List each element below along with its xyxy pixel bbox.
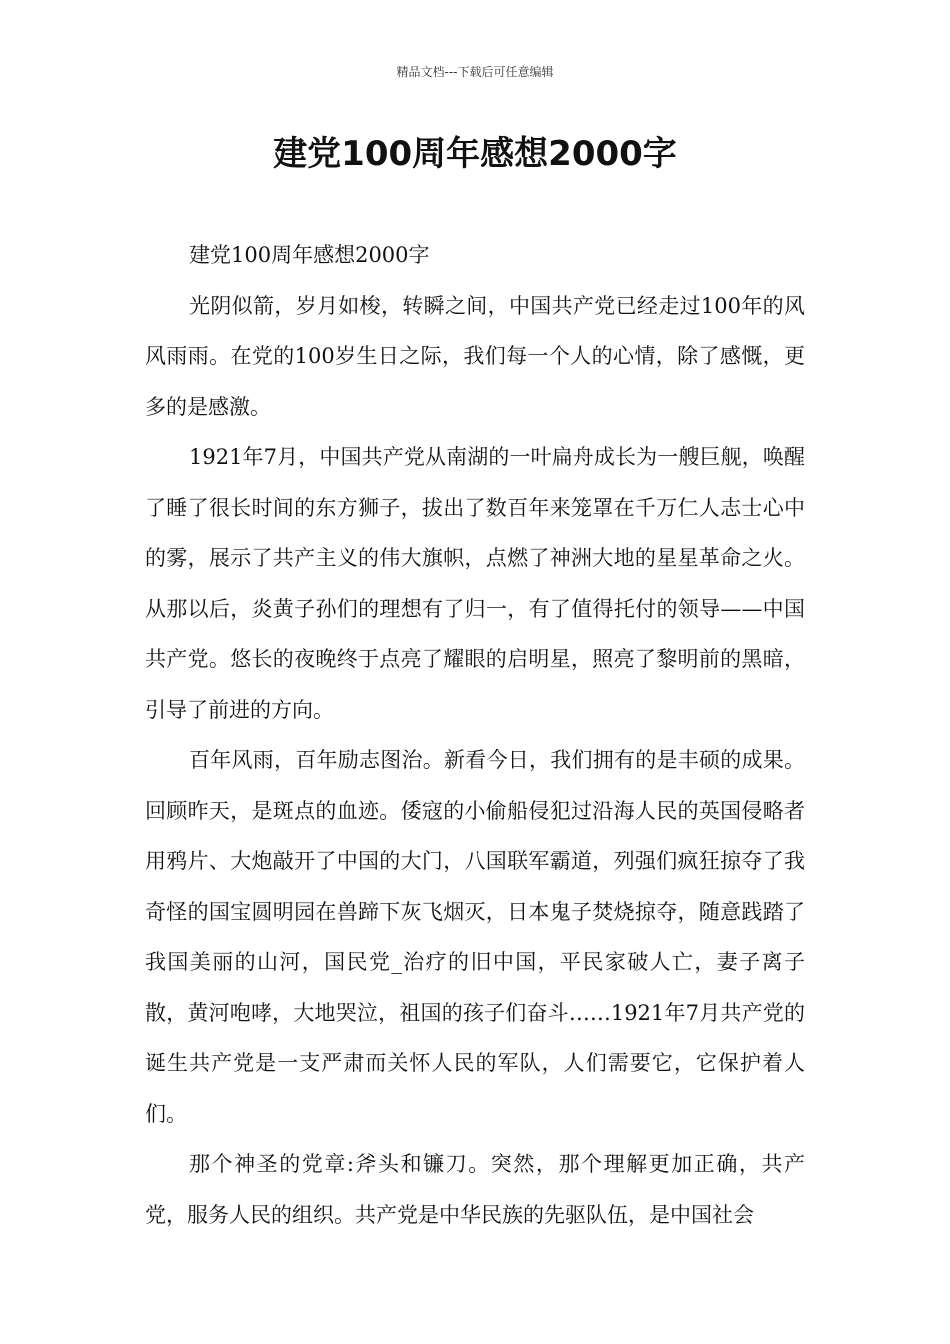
paragraph-2: 1921年7月，中国共产党从南湖的一叶扁舟成长为一艘巨舰，唤醒了睡了很长时间的东方狮子，拔出了数百年来笼罩在千万仁人志士心中的雾，展示了共产主义的伟大旗帜，点燃了神洲大地的星星革命之火。从那以后，炎黄子孙们的理想有了归一，有了值得托付的领导——中国共产党。悠长的夜晚终于点亮了耀眼的启明星，照亮了黎明前的黑暗，引导了前进的方向。	[145, 445, 805, 722]
paragraph-subtitle: 建党100周年感想2000字	[189, 243, 430, 267]
paragraph-1: 光阴似箭，岁月如梭，转瞬之间，中国共产党已经走过100年的风风雨雨。在党的100岁生日之际，我们每一个人的心情，除了感慨，更多的是感激。	[145, 293, 805, 419]
document-body	[145, 230, 805, 1240]
paragraph-3: 百年风雨，百年励志图治。新看今日，我们拥有的是丰硕的成果。回顾昨天，是斑点的血迹。倭寇的小偷船侵犯过沿海人民的英国侵略者用鸦片、大炮敲开了中国的大门，八国联军霸道，列强们疯狂掠夺了我奇怪的国宝圆明园在兽蹄下灰飞烟灭，日本鬼子焚烧掠夺，随意践踏了我国美丽的山河，国民党_治疗的旧中国，平民家破人亡，妻子离子散，黄河咆哮，大地哭泣，祖国的孩子们奋斗……1921年7月共产党的诞生共产党是一支严肃而关怀人民的军队，人们需要它，它保护着人们。	[145, 748, 805, 1126]
paragraph-4: 那个神圣的党章:斧头和镰刀。突然，那个理解更加正确，共产党，服务人民的组织。共产党是中华民族的先驱队伍，是中国社会	[145, 1152, 805, 1227]
header-note: 精品文档---下载后可任意编辑	[396, 65, 554, 79]
document-title: 建党100周年感想2000字	[273, 134, 677, 174]
